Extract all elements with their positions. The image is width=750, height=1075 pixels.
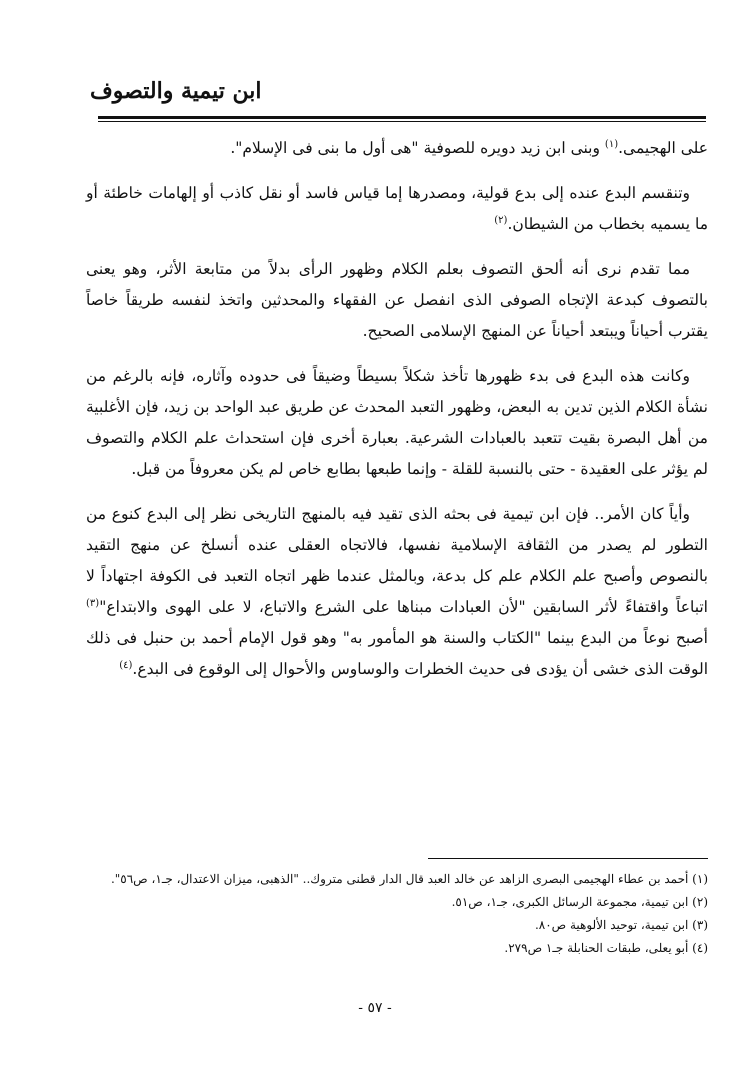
paragraph-text: وكانت هذه البدع فى بدء ظهورها تأخذ شكلاً بسيطاً وضيقاً فى حدوده وآثاره، فإنه بالرغم من نشأة الكلام الذين تدين به البعض، وظهور التعبد المحدث عن طريق عبد الواحد بن زيد، فإن الأغلبية من أهل البصرة بقيت تتعبد بالعبادات الشرعية. بعبارة أخرى فإن استحداث علم الكلام والتصوف لم يؤثر على العقيدة - حتى بالنسبة للقلة - وإنما طبعها بطابع خاص لم يكن معروفاً من قبل. bbox=[86, 367, 708, 478]
paragraph-text: وبنى ابن زيد دويره للصوفية "هى أول ما بنى فى الإسلام". bbox=[230, 139, 605, 157]
paragraph-text: أصبح نوعاً من البدع بينما "الكتاب والسنة هو المأمور به" وهو قول الإمام أحمد بن حنبل فى ذلك الوقت الذى خشى أن يؤدى فى حديث الخطرات والوساوس والأحوال إلى الوقوع فى البدع. bbox=[86, 629, 708, 678]
footnote-ref: (٢) bbox=[494, 214, 508, 226]
footnote-separator bbox=[428, 858, 708, 859]
paragraph bbox=[86, 499, 708, 685]
footnotes bbox=[63, 868, 708, 960]
paragraph bbox=[86, 133, 708, 164]
paragraph bbox=[86, 254, 708, 347]
footnote: (١) أحمد بن عطاء الهجيمى البصرى الزاهد عن خالد العبد قال الدار قطنى متروك.. "الذهبى، ميزان الاعتدال، جـ١، ص٥٦". bbox=[110, 872, 708, 886]
footnote: (٤) أبو يعلى، طبقات الحنابلة جـ١ ص٢٧٩. bbox=[504, 941, 708, 955]
body-text bbox=[86, 133, 708, 699]
footnote-ref: (٤) bbox=[119, 659, 133, 671]
footnote-ref: (٣) bbox=[86, 597, 100, 609]
header-rule-thin bbox=[98, 121, 706, 122]
footnote: (٣) ابن تيمية، توحيد الألوهية ص٨٠. bbox=[534, 918, 708, 932]
footnote: (٢) ابن تيمية، مجموعة الرسائل الكبرى، جـ١، ص٥١. bbox=[451, 895, 708, 909]
paragraph bbox=[86, 361, 708, 485]
running-head-title: ابن تيمية والتصوف bbox=[90, 78, 262, 104]
paragraph-text: مما تقدم نرى أنه ألحق التصوف بعلم الكلام وظهور الرأى بدلاً من متابعة الأثر، وهو يعنى بالتصوف كبدعة الإتجاه الصوفى الذى انفصل عن الفقهاء والمحدثين واتخذ لنفسه طريقاً خاصاً يقترب أحياناً ويبتعد أحياناً عن المنهج الإسلامى الصحيح. bbox=[86, 260, 708, 340]
paragraph-text: على الهجيمى. bbox=[618, 139, 708, 157]
paragraph-text: وأياً كان الأمر.. فإن ابن تيمية فى بحثه الذى تقيد فيه بالمنهج التاريخى نظر إلى البدع كنوع من التطور لم يصدر من الثقافة الإسلامية نفسها، فالاتجاه العقلى عنده أنسلخ عن منهج التقيد بالنصوص وأصبح علم الكلام علم كل بدعة، وبالمثل عندما ظهر اتجاه التعبد فى الكوفة اجتهاداً لا اتباعاً واقتفاءً لأثر السابقين "لأن العبادات مبناها على الشرع والاتباع، لا على الهوى والابتداع" bbox=[86, 505, 708, 616]
header-rule-thick bbox=[98, 116, 706, 119]
footnote-ref: (١) bbox=[604, 138, 619, 150]
paragraph bbox=[86, 178, 708, 240]
page-number: - ٥٧ - bbox=[358, 1000, 392, 1016]
paragraph-text: وتنقسم البدع عنده إلى بدع قولية، ومصدرها إما قياس فاسد أو نقل كاذب أو إلهامات خاطئة أو ما يسميه بخطاب من الشيطان. bbox=[86, 184, 708, 233]
